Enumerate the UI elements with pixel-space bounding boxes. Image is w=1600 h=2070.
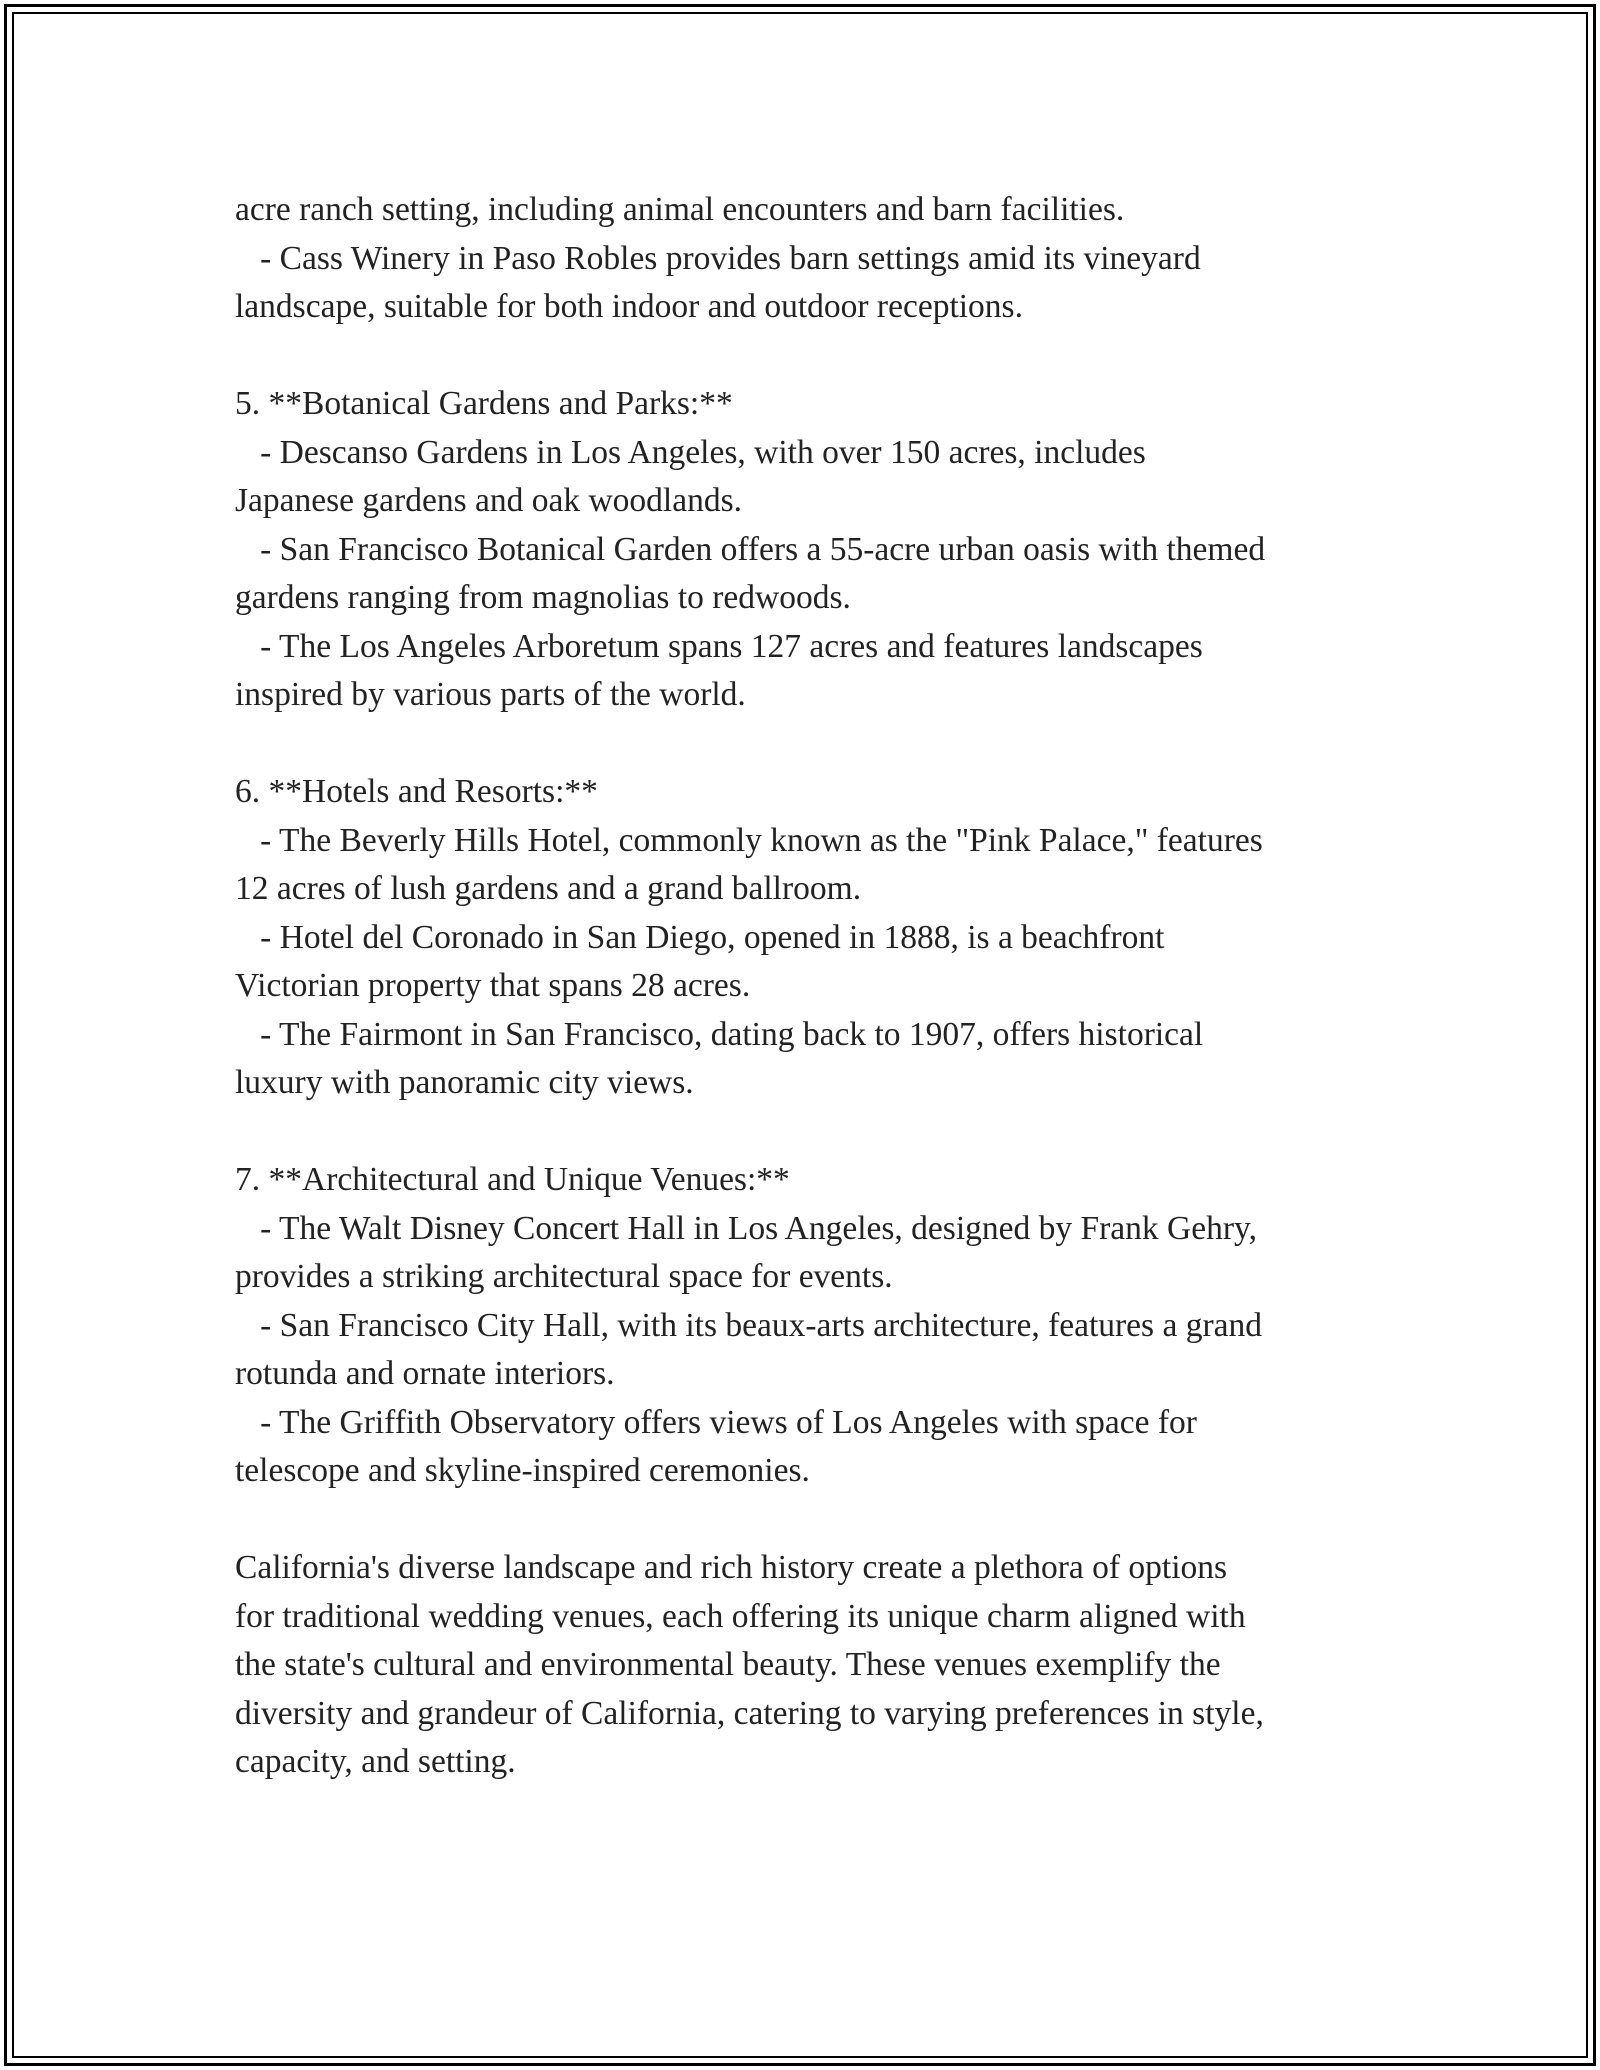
text-line: gardens ranging from magnolias to redwoods. bbox=[235, 579, 851, 616]
text-line: landscape, suitable for both indoor and outdoor receptions. bbox=[235, 288, 1023, 325]
text-line: 12 acres of lush gardens and a grand ballroom. bbox=[235, 870, 862, 907]
document-body bbox=[235, 186, 1415, 1787]
text-line: - The Los Angeles Arboretum spans 127 acres and features landscapes bbox=[235, 627, 1203, 665]
text-line: luxury with panoramic city views. bbox=[235, 1064, 694, 1101]
text-line: capacity, and setting. bbox=[235, 1743, 516, 1780]
text-line: Victorian property that spans 28 acres. bbox=[235, 967, 751, 1004]
text-line: - The Walt Disney Concert Hall in Los Angeles, designed by Frank Gehry, bbox=[235, 1209, 1257, 1247]
text-line: Japanese gardens and oak woodlands. bbox=[235, 482, 742, 519]
section-heading: 5. **Botanical Gardens and Parks:** bbox=[235, 385, 733, 422]
text-line: for traditional wedding venues, each offering its unique charm aligned with bbox=[235, 1597, 1246, 1635]
paragraph-gap bbox=[235, 720, 1415, 769]
section-heading: 7. **Architectural and Unique Venues:** bbox=[235, 1161, 790, 1198]
text-line: telescope and skyline-inspired ceremonies. bbox=[235, 1452, 810, 1489]
text-line: - The Fairmont in San Francisco, dating back to 1907, offers historical bbox=[235, 1015, 1204, 1053]
section-hotels-resorts bbox=[235, 768, 1415, 1108]
text-line: the state's cultural and environmental beauty. These venues exemplify the bbox=[235, 1646, 1221, 1683]
text-line: - San Francisco City Hall, with its beaux-arts architecture, features a grand bbox=[235, 1306, 1262, 1344]
text-line: acre ranch setting, including animal encounters and barn facilities. bbox=[235, 191, 1125, 228]
intro-paragraph bbox=[235, 186, 1415, 332]
section-botanical-gardens bbox=[235, 380, 1415, 720]
text-line: - Cass Winery in Paso Robles provides barn settings amid its vineyard bbox=[235, 239, 1201, 277]
text-line: rotunda and ornate interiors. bbox=[235, 1355, 615, 1392]
text-line: diversity and grandeur of California, catering to varying preferences in style, bbox=[235, 1694, 1264, 1732]
text-line: - Descanso Gardens in Los Angeles, with over 150 acres, includes bbox=[235, 433, 1146, 471]
text-line: - The Griffith Observatory offers views of Los Angeles with space for bbox=[235, 1403, 1197, 1441]
text-line: inspired by various parts of the world. bbox=[235, 676, 746, 713]
text-line: - San Francisco Botanical Garden offers a 55-acre urban oasis with themed bbox=[235, 530, 1266, 568]
paragraph-gap bbox=[235, 1108, 1415, 1157]
section-architectural-venues bbox=[235, 1156, 1415, 1496]
section-heading: 6. **Hotels and Resorts:** bbox=[235, 773, 598, 810]
conclusion-paragraph bbox=[235, 1544, 1415, 1787]
text-line: provides a striking architectural space for events. bbox=[235, 1258, 893, 1295]
paragraph-gap bbox=[235, 332, 1415, 381]
text-line: - Hotel del Coronado in San Diego, opened in 1888, is a beachfront bbox=[235, 918, 1165, 956]
paragraph-gap bbox=[235, 1496, 1415, 1545]
text-line: California's diverse landscape and rich history create a plethora of options bbox=[235, 1549, 1228, 1586]
text-line: - The Beverly Hills Hotel, commonly known as the "Pink Palace," features bbox=[235, 821, 1263, 859]
